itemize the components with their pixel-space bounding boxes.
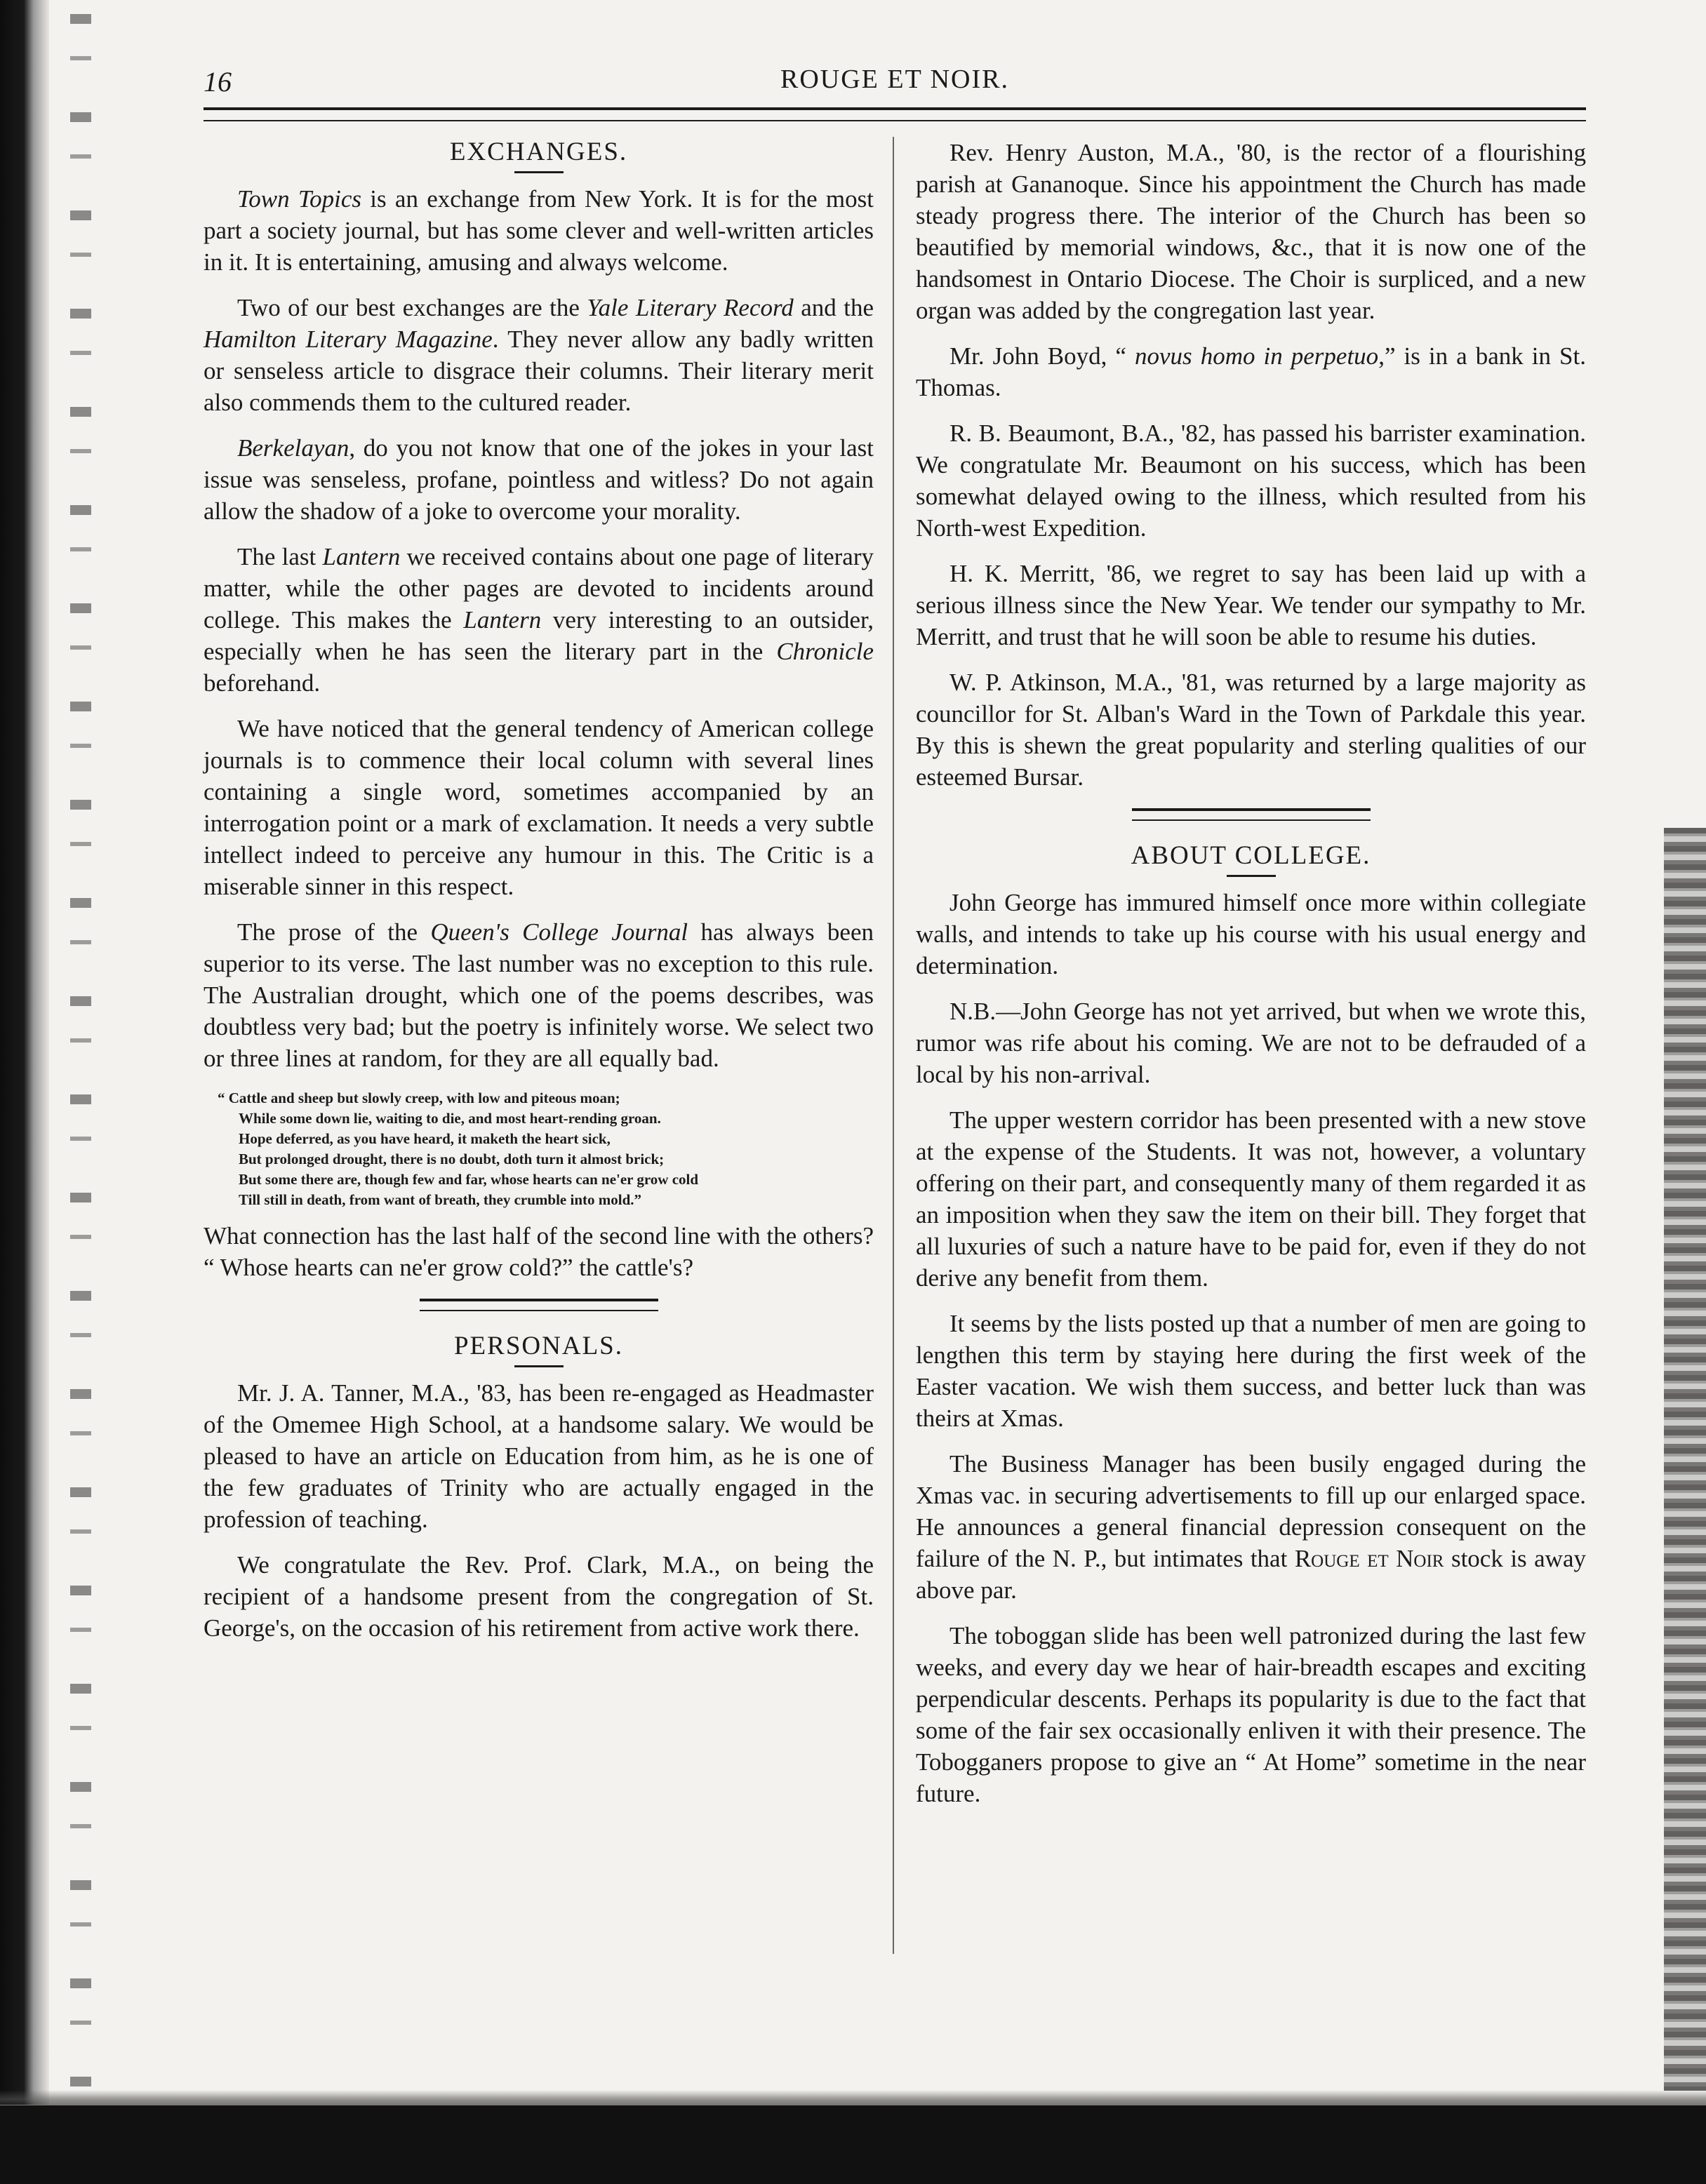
latin-phrase: novus homo in perpetuo [1135,342,1379,370]
paragraph-text: The last [237,543,323,570]
paragraph [204,292,874,418]
paragraph: We congratulate the Rev. Prof. Clark, M.A., on being the recipient of a handsome present from the congregation of St. George's, on the occasion of his retirement from active work there. [204,1551,874,1642]
heading-dash [514,171,564,173]
paragraph: R. B. Beaumont, B.A., '82, has passed his barrister examination. We congratulate Mr. Beaumont on his success, which has been somewhat delayed owing to the illness, which resulted from his North-west Expedition. [916,420,1586,542]
paragraph: John George has immured himself once more within collegiate walls, and intends to take up his course with his usual energy and determination. [916,889,1586,979]
periodical-title: Chronicle [776,638,874,665]
left-column [204,137,874,1658]
paragraph [204,916,874,1074]
verse-line: “ Cattle and sheep but slowly creep, with low and piteous moan; [218,1090,620,1106]
paragraph-text: . They never allow any badly written or senseless article to disgrace their columns. Their literary merit also commends them to the cultured reader. [204,326,874,416]
paragraph [204,432,874,527]
verse-line: While some down lie, waiting to die, and most heart-rending groan. [239,1110,661,1127]
paragraph-text: has always been superior to its verse. The last number was no exception to this rule. The Australian drought, which one of the poems describes, was doubtless very bad; but the poetry is infinitely worse. We select two or three lines at random, for they are all equally bad. [204,918,874,1072]
column-divider [893,137,894,1954]
section-heading-personals: PERSONALS. [453,1332,624,1360]
page-header [204,60,1586,109]
article-columns [204,137,1586,1975]
paragraph: N.B.—John George has not yet arrived, but when we wrote this, rumor was rife about his coming. We are not to be defrauded of a local by his non-arrival. [916,998,1586,1088]
paragraph-text: very interesting to an outsider, especially when he has seen the literary part in the [204,606,874,665]
periodical-title: Lantern [322,543,401,570]
periodical-title: Town Topics [237,185,362,213]
paragraph: The toboggan slide has been well patronized during the last few weeks, and every day we hear of hair-breadth escapes and exciting perpendicular descents. Perhaps its popularity is due to the fact that some of the fair sex occasionally enliven it with their presence. The Tobogganers propose to give an “ At Home” sometime in the near future. [916,1622,1586,1807]
paragraph-text: is an exchange from New York. It is for the most part a society journal, but has some clever and well-written articles in it. It is entertaining, amusing and always welcome. [204,185,874,276]
paragraph-text: ,” is in a bank in St. Thomas. [916,342,1586,401]
periodical-title: Hamilton Literary Magazine [204,326,493,353]
page-number: 16 [204,66,232,98]
verse-line: Hope deferred, as you have heard, it maketh the heart sick, [239,1130,611,1147]
paragraph: H. K. Merritt, '86, we regret to say has been laid up with a serious illness since the New Year. We tender our sympathy to Mr. Merritt, and trust that he will soon be able to resume his duties. [916,560,1586,650]
paragraph: Mr. J. A. Tanner, M.A., '83, has been re-engaged as Headmaster of the Omemee High School, at a handsome salary. We would be pleased to have an article on Education from him, as he is one of the few graduates of Trinity who are actually engaged in the profession of teaching. [204,1379,874,1533]
paragraph-text: Mr. John Boyd, “ [949,342,1135,370]
running-title: ROUGE ET NOIR. [780,65,1009,94]
periodical-title: Berkelayan [237,434,349,462]
paragraph: It seems by the lists posted up that a number of men are going to lengthen this term by staying here during the first week of the Easter vacation. We wish them success, and better luck than was theirs at Xmas. [916,1310,1586,1432]
paragraph-text: we received contains about one page of literary matter, while the other pages are devoted to incidents around college. This makes the [204,543,874,634]
scan-bottom-border [0,2105,1706,2184]
paragraph-text: The Business Manager has been busily engaged during the Xmas vac. in securing advertisements to fill up our enlarged space. He announces a general financial depression consequent on the failure of the N. P., but intimates that [916,1450,1586,1572]
periodical-title: Queen's College Journal [430,918,688,946]
verse-line: Till still in death, from want of breath, they crumble into mold.” [239,1191,642,1208]
scan-edge-marks [70,14,91,2105]
heading-dash [514,1365,564,1367]
paragraph-text: Two of our best exchanges are the [237,294,587,321]
header-double-rule [204,107,1586,121]
quoted-verse [204,1088,874,1210]
section-separator [420,1299,658,1311]
scan-bottom-edge [0,2090,1706,2105]
paragraph-text: , do you not know that one of the jokes in your last issue was senseless, profane, pointless and witless? Do not again allow the shadow of a joke to overcome your morality. [204,434,874,525]
periodical-title: Lantern [463,606,542,634]
heading-dash [1227,875,1276,877]
paragraph: W. P. Atkinson, M.A., '81, was returned by a large majority as councillor for St. Alban's Ward in the Town of Parkdale this year. By this is shewn the great popularity and sterling qualities of our esteemed Bursar. [916,669,1586,791]
section-heading-about-college: ABOUT COLLEGE. [1131,841,1371,870]
paragraph-text: and the [793,294,874,321]
scan-binding-shadow [0,0,49,2105]
paragraph: We have noticed that the general tendency of American college journals is to commence their local column with several lines containing a single word, sometimes accompanied by an interrogation point or a mark of exclamation. It needs a very subtle intellect indeed to perceive any humour in this. The Critic is a miserable sinner in this respect. [204,715,874,900]
section-heading-exchanges: EXCHANGES. [449,138,628,166]
paragraph: The upper western corridor has been presented with a new stove at the expense of the Students. It was not, however, a voluntary offering on their part, and consequently many of them regarded it as an imposition when they saw the item on their bill. They forget that all luxuries of such a nature have to be paid for, even if they do not derive any benefit from them. [916,1106,1586,1292]
scan-right-edge [1664,828,1706,2091]
paragraph [916,340,1586,403]
journal-name: Rouge et Noir [1294,1545,1444,1572]
periodical-title: Yale Literary Record [587,294,794,321]
verse-line: But some there are, though few and far, whose hearts can ne'er grow cold [239,1171,699,1188]
section-separator [1132,808,1371,821]
verse-line: But prolonged drought, there is no doubt, doth turn it almost brick; [239,1151,665,1167]
paragraph: Rev. Henry Auston, M.A., '80, is the rector of a flourishing parish at Gananoque. Since his appointment the Church has made steady progress there. The interior of the Church has been so beautified by memorial windows, &c., that it is now one of the handsomest in Ontario Diocese. The Choir is surpliced, and a new organ was added by the congregation last year. [916,139,1586,324]
paragraph-text: beforehand. [204,669,321,697]
paragraph-text: The prose of the [237,918,431,946]
paragraph: What connection has the last half of the second line with the others? “ Whose hearts can ne'er grow cold?” the cattle's? [204,1222,874,1281]
paragraph-text: stock is away above par. [916,1545,1586,1604]
right-column [916,137,1586,1823]
paragraph [204,541,874,699]
document-page [204,60,1586,1968]
paragraph [204,183,874,278]
paragraph [916,1448,1586,1606]
